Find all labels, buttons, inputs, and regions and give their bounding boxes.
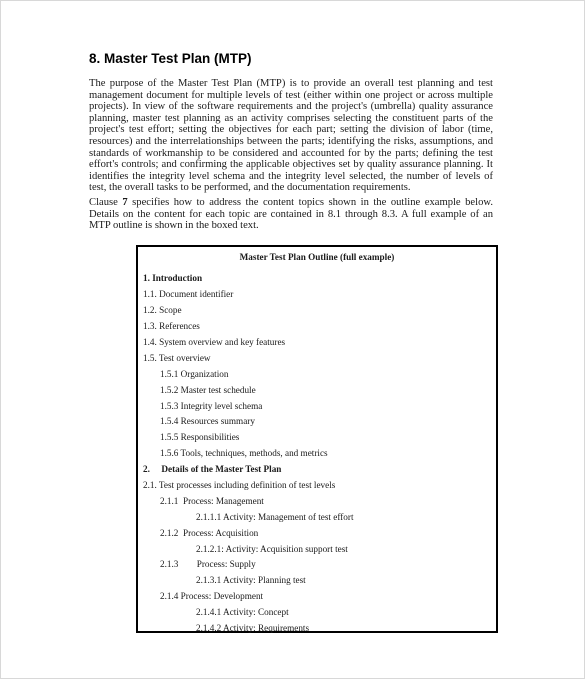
outline-item: 2.1.1.1 Activity: Management of test effort bbox=[196, 512, 354, 522]
outline-item: 1.4. System overview and key features bbox=[143, 337, 286, 347]
outline-item: 2.1.2 Process: Acquisition bbox=[160, 528, 259, 538]
intro-paragraph: The purpose of the Master Test Plan (MTP) is to provide an overall test planning and test management document for multiple levels of test (either within one project or across multiple projects). In view of the software requirements and the project's (umbrella) quality assurance planning, master test planning as an activity comprises selecting the constituent parts of the project's test effort; setting the objectives for each part; setting the division of labor (time, resources) and the interrelationships between the parts; identifying the risks, assumptions, and standards of workmanship to be considered and accounted for by the parts; defining the test effort's controls; and confirming the applicable objectives set by quality assurance planning. It identifies the integrity level schema and the integrity level selected, the number of levels of test, the overall tasks to be performed, and the documentation requirements. bbox=[89, 78, 493, 194]
outline-item: 2.1.3 Process: Supply bbox=[160, 559, 256, 569]
clause-text-rest: specifies how to address the content topics shown in the outline example below. Details on the content for each topic are contained in 8.1 through 8.3. A full example of an MTP outline is shown in the boxed text. bbox=[89, 197, 493, 232]
outline-item: 2.1.3.1 Activity: Planning test bbox=[196, 575, 306, 585]
outline-item: 2.1. Test processes including definition of test levels bbox=[143, 480, 336, 490]
outline-item: 2.1.4.2 Activity: Requirements bbox=[196, 623, 310, 633]
outline-item: 2.1.4 Process: Development bbox=[160, 591, 264, 601]
outline-item: 1.3. References bbox=[143, 321, 200, 331]
section-heading: 8. Master Test Plan (MTP) bbox=[89, 51, 252, 66]
outline-item: 1.5.1 Organization bbox=[160, 369, 229, 379]
outline-item: 2.1.4.1 Activity: Concept bbox=[196, 607, 289, 617]
outline-item: 1.5.5 Responsibilities bbox=[160, 432, 240, 442]
outline-item: 1.5. Test overview bbox=[143, 353, 211, 363]
outline-item: 1.2. Scope bbox=[143, 305, 182, 315]
clause-paragraph bbox=[89, 197, 493, 232]
outline-title: Master Test Plan Outline (full example) bbox=[239, 252, 395, 262]
outline-item: 1. Introduction bbox=[143, 273, 203, 283]
outline-item: 1.5.6 Tools, techniques, methods, and metrics bbox=[160, 448, 328, 458]
clause-number: 7 bbox=[122, 197, 128, 208]
outline-box bbox=[136, 245, 498, 633]
outline-item: 2.1.2.1: Activity: Acquisition support test bbox=[196, 544, 348, 554]
outline-item: 1.5.4 Resources summary bbox=[160, 416, 255, 426]
outline-item: 1.1. Document identifier bbox=[143, 289, 234, 299]
outline-item: 1.5.3 Integrity level schema bbox=[160, 401, 263, 411]
clause-text-prefix: Clause bbox=[89, 197, 123, 208]
outline-item: 2. Details of the Master Test Plan bbox=[143, 464, 282, 474]
outline-item: 1.5.2 Master test schedule bbox=[160, 385, 256, 395]
outline-item: 2.1.1 Process: Management bbox=[160, 496, 264, 506]
